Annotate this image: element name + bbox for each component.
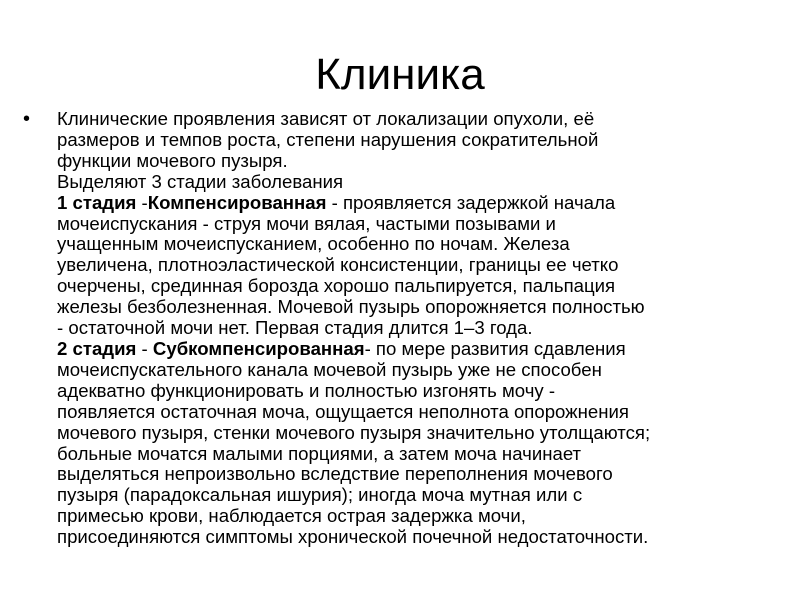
intro-line: Выделяют 3 стадии заболевания — [57, 170, 344, 192]
stage1-label: 1 стадия — [57, 191, 137, 213]
stage1-line: учащенным мочеиспусканием, особенно по ночам. Железа — [57, 233, 570, 255]
stage1-line: увеличена, плотноэластической консистенции, границы ее четко — [57, 254, 619, 276]
intro-line: функции мочевого пузыря. — [57, 149, 288, 171]
stage1-name: Компенсированная — [147, 191, 327, 213]
intro-line: Клинические проявления зависят от локализации опухоли, её — [57, 108, 595, 129]
bullet-text — [57, 109, 783, 548]
stage2-line: адекватно функционировать и полностью изгонять мочу - — [57, 379, 556, 401]
stage1-line: мочеиспускания - струя мочи вялая, частыми позывами и — [57, 212, 556, 234]
stage2-line: выделяться непроизвольно вследствие переполнения мочевого — [57, 463, 613, 485]
stage2-line: мочеиспускательного канала мочевой пузырь уже не способен — [57, 358, 602, 380]
stage2-line: мочевого пузыря, стенки мочевого пузыря значительно утолщаются; — [57, 421, 651, 443]
stage2-heading-line — [57, 339, 783, 360]
stage2-separator: - — [136, 337, 153, 359]
bullet-icon: • — [23, 108, 31, 130]
stage1-separator: - — [136, 191, 148, 213]
slide-title: Клиника — [315, 50, 485, 99]
stage2-name: Субкомпенсированная — [152, 337, 365, 359]
stage2-line: примесью крови, наблюдается острая задержка мочи, — [57, 505, 526, 527]
stage1-heading-line — [57, 193, 783, 214]
stage2-line: больные мочатся малыми порциями, а затем моча начинает — [57, 442, 582, 464]
stage1-line: очерчены, срединная борозда хорошо пальпируется, пальпация — [57, 275, 616, 297]
stage1-first-line-rest: - проявляется задержкой начала — [326, 191, 616, 213]
stage2-first-line-rest: - по мере развития сдавления — [364, 337, 626, 359]
stage2-line: появляется остаточная моча, ощущается неполнота опорожнения — [57, 400, 629, 422]
stage2-label: 2 стадия — [57, 337, 137, 359]
stage1-line: - остаточной мочи нет. Первая стадия длится 1–3 года. — [57, 317, 533, 339]
stage2-line: присоединяются симптомы хронической почечной недостаточности. — [57, 526, 649, 548]
intro-line: размеров и темпов роста, степени нарушения сократительной — [57, 128, 599, 150]
stage1-line: железы безболезненная. Мочевой пузырь опорожняется полностью — [57, 296, 645, 318]
stage2-line: пузыря (парадоксальная ишурия); иногда моча мутная или с — [57, 484, 583, 506]
